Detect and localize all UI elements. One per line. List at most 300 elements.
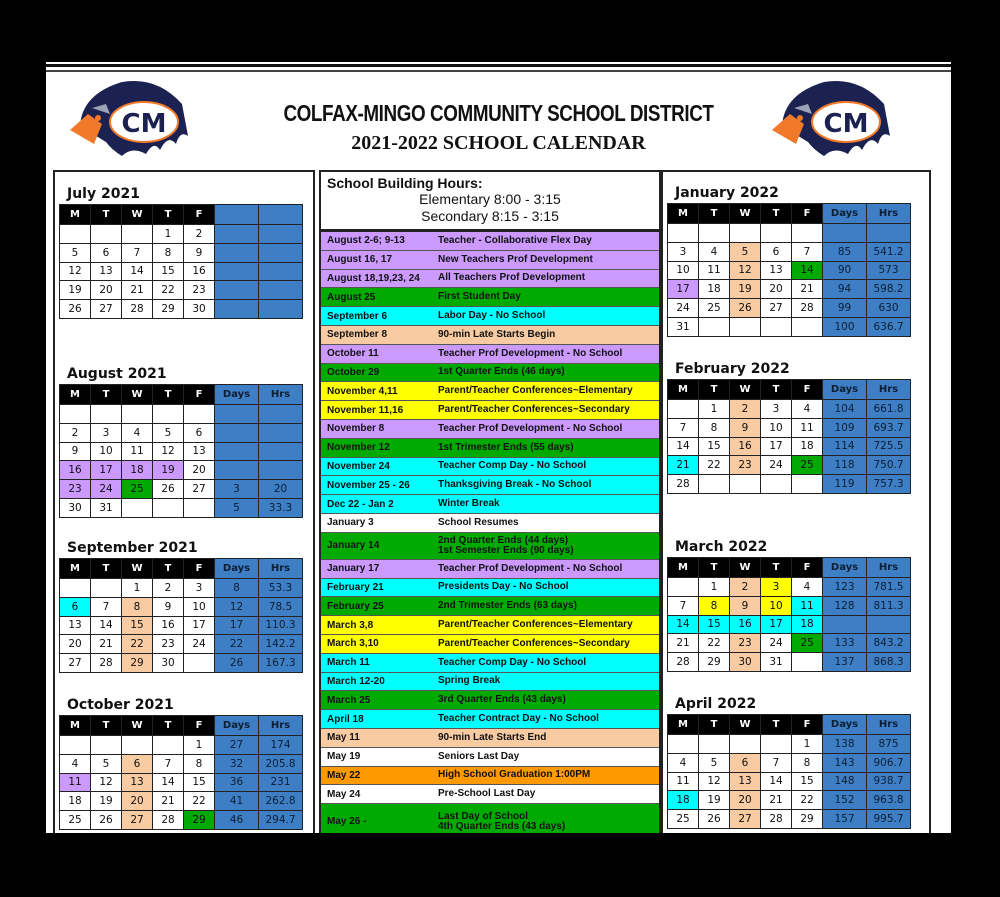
event-description: [438, 273, 659, 283]
day-cell: [184, 498, 215, 517]
day-cell: 21: [668, 634, 699, 653]
days-header: Days: [215, 716, 259, 736]
month-title: September 2021: [67, 540, 198, 556]
hrs-total-cell: 661.8: [867, 400, 911, 419]
day-cell: [153, 405, 184, 424]
event-description: [438, 461, 659, 471]
days-header: Days: [823, 715, 867, 735]
day-cell: 16: [60, 461, 91, 480]
event-description: [438, 480, 659, 490]
event-date: November 24: [327, 460, 390, 472]
day-cell: 10: [91, 442, 122, 461]
day-cell: 29: [699, 653, 730, 672]
hrs-total-cell: [259, 243, 303, 262]
day-cell: 4: [699, 242, 730, 261]
event-description-line: Last Day of School: [438, 810, 529, 822]
hrs-total-cell: 174: [259, 736, 303, 755]
day-cell: 14: [122, 262, 153, 281]
day-cell: 13: [184, 442, 215, 461]
weekday-label: T: [153, 205, 184, 225]
day-cell: 25: [668, 810, 699, 829]
hrs-total-cell: [259, 262, 303, 281]
event-description: [438, 499, 659, 509]
day-cell: 8: [184, 754, 215, 773]
event-row: [321, 232, 659, 251]
week-row: [60, 635, 303, 654]
month-march-2022: [667, 537, 911, 672]
event-description-line: School Resumes: [438, 516, 519, 528]
day-cell: 13: [60, 616, 91, 635]
days-total-cell: 5: [215, 498, 259, 517]
day-cell: 3: [761, 578, 792, 597]
event-description: [438, 714, 659, 724]
day-cell: 6: [122, 754, 153, 773]
event-date: March 11: [327, 657, 370, 669]
day-cell: 15: [153, 262, 184, 281]
day-cell: 14: [91, 616, 122, 635]
day-cell: 20: [730, 791, 761, 810]
hrs-total-cell: [867, 224, 911, 243]
day-cell: 26: [91, 811, 122, 830]
weekday-label: T: [761, 380, 792, 400]
day-cell: 9: [60, 442, 91, 461]
weekday-label: F: [184, 559, 215, 579]
weekday-label: F: [184, 716, 215, 736]
days-header: Days: [215, 559, 259, 579]
event-description-line: 90-min Late Starts Begin: [438, 328, 556, 340]
day-cell: 7: [153, 754, 184, 773]
event-row: [321, 476, 659, 495]
week-row: [60, 811, 303, 830]
days-total-cell: 90: [823, 261, 867, 280]
week-row: [668, 791, 911, 810]
week-row: [60, 480, 303, 499]
event-row: [321, 616, 659, 635]
weekday-label: M: [60, 385, 91, 405]
hrs-total-cell: 53.3: [259, 579, 303, 598]
event-description: [438, 789, 659, 799]
week-row: [668, 653, 911, 672]
weekday-label: T: [91, 205, 122, 225]
day-cell: 23: [730, 634, 761, 653]
event-description: [438, 582, 659, 592]
day-cell: 13: [761, 261, 792, 280]
event-date: May 11: [327, 732, 360, 744]
weekday-label: F: [792, 715, 823, 735]
event-description-line: Teacher Prof Development - No School: [438, 347, 623, 359]
day-cell: 8: [792, 753, 823, 772]
building-hours-title: School Building Hours:: [327, 175, 483, 191]
day-cell: 20: [91, 281, 122, 300]
weekday-label: T: [699, 558, 730, 578]
day-cell: 18: [792, 615, 823, 634]
day-cell: 27: [60, 654, 91, 673]
event-description-line: New Teachers Prof Development: [438, 253, 593, 265]
week-row: [60, 225, 303, 244]
day-cell: 8: [699, 418, 730, 437]
hrs-total-cell: [259, 423, 303, 442]
day-cell: 17: [761, 615, 792, 634]
week-row: [668, 280, 911, 299]
day-cell: [730, 475, 761, 494]
month-grid: [59, 204, 303, 319]
day-cell: 31: [668, 317, 699, 336]
event-description-line: Teacher Prof Development - No School: [438, 422, 623, 434]
weekday-header-row: [60, 559, 303, 579]
event-date: May 26 -: [327, 816, 367, 828]
hrs-total-cell: 995.7: [867, 810, 911, 829]
event-date: Dec 22 - Jan 2: [327, 498, 394, 510]
hrs-total-cell: [259, 300, 303, 319]
day-cell: 21: [761, 791, 792, 810]
month-august-2021: [59, 364, 303, 518]
event-row: [321, 364, 659, 383]
day-cell: 30: [153, 654, 184, 673]
day-cell: 18: [668, 791, 699, 810]
days-total-cell: 133: [823, 634, 867, 653]
day-cell: 17: [184, 616, 215, 635]
event-description-line: First Student Day: [438, 291, 521, 303]
hrs-header: Hrs: [259, 559, 303, 579]
days-total-cell: [823, 615, 867, 634]
event-row: [321, 288, 659, 307]
day-cell: 2: [60, 423, 91, 442]
day-cell: 3: [668, 242, 699, 261]
day-cell: 4: [122, 423, 153, 442]
events-list: [319, 170, 661, 833]
day-cell: 16: [730, 437, 761, 456]
day-cell: 26: [730, 299, 761, 318]
hrs-header: Hrs: [867, 715, 911, 735]
weekday-label: F: [184, 205, 215, 225]
day-cell: 29: [153, 300, 184, 319]
week-row: [60, 792, 303, 811]
month-september-2021: [59, 538, 303, 673]
day-cell: 29: [122, 654, 153, 673]
event-description: [438, 236, 659, 246]
days-total-cell: [215, 442, 259, 461]
month-title: April 2022: [675, 696, 757, 712]
day-cell: 30: [184, 300, 215, 319]
day-cell: 20: [60, 635, 91, 654]
weekday-label: F: [792, 558, 823, 578]
hrs-total-cell: [259, 225, 303, 244]
days-total-cell: [215, 262, 259, 281]
days-total-cell: [215, 225, 259, 244]
event-date: February 21: [327, 581, 384, 593]
week-row: [668, 753, 911, 772]
week-row: [668, 810, 911, 829]
day-cell: 26: [699, 810, 730, 829]
days-total-cell: 109: [823, 418, 867, 437]
day-cell: 1: [792, 735, 823, 754]
day-cell: [792, 224, 823, 243]
month-grid: [59, 384, 303, 518]
day-cell: 24: [184, 635, 215, 654]
day-cell: 23: [184, 281, 215, 300]
day-cell: 10: [761, 596, 792, 615]
day-cell: [699, 735, 730, 754]
event-row: [321, 691, 659, 710]
day-cell: 19: [60, 281, 91, 300]
days-total-cell: 46: [215, 811, 259, 830]
days-total-cell: [215, 281, 259, 300]
days-total-cell: 41: [215, 792, 259, 811]
day-cell: 11: [792, 596, 823, 615]
days-total-cell: 22: [215, 635, 259, 654]
weekday-label: T: [153, 385, 184, 405]
event-row: [321, 597, 659, 616]
days-header: Days: [823, 558, 867, 578]
day-cell: 12: [153, 442, 184, 461]
event-date: January 3: [327, 517, 374, 529]
day-cell: [184, 405, 215, 424]
month-october-2021: [59, 695, 303, 830]
weekday-header-row: [60, 716, 303, 736]
weekday-label: M: [668, 558, 699, 578]
weekday-label: T: [761, 558, 792, 578]
day-cell: [91, 736, 122, 755]
day-cell: 24: [91, 480, 122, 499]
event-description-line: 1st Trimester Ends (55 days): [438, 441, 574, 453]
day-cell: 6: [91, 243, 122, 262]
day-cell: [668, 578, 699, 597]
day-cell: 1: [699, 578, 730, 597]
day-cell: 14: [761, 772, 792, 791]
days-total-cell: [215, 300, 259, 319]
month-july-2021: [59, 184, 303, 319]
day-cell: 7: [761, 753, 792, 772]
event-row: [321, 401, 659, 420]
hrs-total-cell: 781.5: [867, 578, 911, 597]
event-description: [438, 601, 659, 611]
elementary-hours: Elementary 8:00 - 3:15: [419, 191, 561, 207]
month-title: March 2022: [675, 539, 768, 555]
day-cell: 27: [91, 300, 122, 319]
event-date: September 6: [327, 310, 388, 322]
weekday-label: M: [60, 559, 91, 579]
event-description-line: 1st Quarter Ends (46 days): [438, 366, 565, 378]
event-row: [321, 307, 659, 326]
event-date: August 25: [327, 291, 376, 303]
weekday-label: T: [699, 715, 730, 735]
event-description-line: 4th Quarter Ends (43 days): [438, 820, 566, 832]
day-cell: 25: [60, 811, 91, 830]
weekday-label: W: [730, 204, 761, 224]
day-cell: [699, 224, 730, 243]
day-cell: 3: [184, 579, 215, 598]
event-date: October 11: [327, 348, 379, 360]
day-cell: [153, 736, 184, 755]
day-cell: 14: [668, 615, 699, 634]
event-row: [321, 251, 659, 270]
event-description: [438, 518, 659, 528]
hrs-total-cell: 843.2: [867, 634, 911, 653]
day-cell: [730, 224, 761, 243]
day-cell: 30: [60, 498, 91, 517]
hrs-total-cell: 167.3: [259, 654, 303, 673]
event-row: [321, 345, 659, 364]
week-row: [668, 317, 911, 336]
day-cell: 9: [153, 597, 184, 616]
day-cell: 4: [60, 754, 91, 773]
week-row: [60, 281, 303, 300]
day-cell: 15: [122, 616, 153, 635]
week-row: [60, 773, 303, 792]
event-date: August 16, 17: [327, 254, 393, 266]
hrs-header: [259, 205, 303, 225]
hrs-total-cell: 294.7: [259, 811, 303, 830]
event-description: [438, 367, 659, 377]
hrs-total-cell: 573: [867, 261, 911, 280]
day-cell: 29: [792, 810, 823, 829]
hrs-total-cell: 938.7: [867, 772, 911, 791]
event-description-line: Seniors Last Day: [438, 750, 520, 762]
week-row: [60, 597, 303, 616]
event-description-line: 2nd Trimester Ends (63 days): [438, 600, 577, 612]
week-row: [668, 615, 911, 634]
hrs-total-cell: 78.5: [259, 597, 303, 616]
event-row: [321, 729, 659, 748]
day-cell: 25: [122, 480, 153, 499]
day-cell: 28: [153, 811, 184, 830]
hrs-header: Hrs: [867, 558, 911, 578]
month-title: January 2022: [675, 185, 779, 201]
event-description: [438, 405, 659, 415]
top-rule-secondary: [46, 70, 951, 72]
weekday-label: T: [699, 380, 730, 400]
event-description: [438, 330, 659, 340]
weekday-header-row: [668, 204, 911, 224]
day-cell: 23: [153, 635, 184, 654]
event-description-line: Presidents Day - No School: [438, 581, 569, 593]
day-cell: 19: [153, 461, 184, 480]
day-cell: 7: [668, 596, 699, 615]
week-row: [668, 578, 911, 597]
day-cell: 11: [699, 261, 730, 280]
event-row: [321, 270, 659, 289]
day-cell: [91, 405, 122, 424]
day-cell: 25: [792, 634, 823, 653]
day-cell: 18: [792, 437, 823, 456]
month-grid: [667, 379, 911, 494]
day-cell: 11: [122, 442, 153, 461]
day-cell: 17: [668, 280, 699, 299]
hrs-total-cell: 110.3: [259, 616, 303, 635]
event-description: [438, 752, 659, 762]
day-cell: 12: [91, 773, 122, 792]
event-date: November 12: [327, 442, 390, 454]
event-description-line: 90-min Late Starts End: [438, 731, 547, 743]
month-title: October 2021: [67, 697, 174, 713]
day-cell: 24: [668, 299, 699, 318]
hrs-total-cell: 20: [259, 480, 303, 499]
day-cell: 6: [184, 423, 215, 442]
event-description-line: 2nd Quarter Ends (44 days): [438, 534, 569, 546]
weekday-header-row: [668, 715, 911, 735]
event-description: [438, 676, 659, 686]
day-cell: 10: [761, 418, 792, 437]
days-total-cell: 8: [215, 579, 259, 598]
day-cell: 8: [153, 243, 184, 262]
day-cell: 7: [122, 243, 153, 262]
week-row: [668, 475, 911, 494]
week-row: [668, 418, 911, 437]
weekday-label: F: [184, 385, 215, 405]
hrs-header: Hrs: [259, 716, 303, 736]
days-total-cell: 157: [823, 810, 867, 829]
day-cell: 22: [153, 281, 184, 300]
days-total-cell: 100: [823, 317, 867, 336]
day-cell: 13: [91, 262, 122, 281]
week-row: [668, 400, 911, 419]
day-cell: 10: [668, 261, 699, 280]
day-cell: [699, 317, 730, 336]
event-description: [438, 255, 659, 265]
event-description-line: 1st Semester Ends (90 days): [438, 544, 574, 556]
day-cell: 20: [184, 461, 215, 480]
day-cell: 7: [91, 597, 122, 616]
week-row: [60, 405, 303, 424]
day-cell: 15: [699, 437, 730, 456]
day-cell: 21: [668, 456, 699, 475]
day-cell: 15: [792, 772, 823, 791]
days-total-cell: 104: [823, 400, 867, 419]
day-cell: 18: [60, 792, 91, 811]
day-cell: 28: [792, 299, 823, 318]
day-cell: 14: [153, 773, 184, 792]
weekday-header-row: [60, 205, 303, 225]
day-cell: [730, 317, 761, 336]
week-row: [60, 461, 303, 480]
days-total-cell: 99: [823, 299, 867, 318]
event-description-line: Teacher Comp Day - No School: [438, 460, 587, 472]
days-total-cell: 3: [215, 480, 259, 499]
day-cell: [699, 475, 730, 494]
weekday-label: W: [122, 385, 153, 405]
event-description-line: Labor Day - No School: [438, 310, 546, 322]
weekday-label: F: [792, 204, 823, 224]
svg-text:CM: CM: [823, 109, 869, 139]
event-date: May 24: [327, 788, 361, 800]
day-cell: 19: [699, 791, 730, 810]
day-cell: [122, 736, 153, 755]
week-row: [60, 243, 303, 262]
event-description: [438, 695, 659, 705]
day-cell: [184, 654, 215, 673]
week-row: [60, 654, 303, 673]
day-cell: 28: [668, 475, 699, 494]
days-total-cell: [823, 224, 867, 243]
event-date: November 8: [327, 423, 385, 435]
event-description-line: High School Graduation 1:00PM: [438, 769, 591, 781]
day-cell: 12: [699, 772, 730, 791]
hrs-total-cell: 875: [867, 735, 911, 754]
day-cell: 2: [184, 225, 215, 244]
month-grid: [667, 714, 911, 829]
day-cell: 9: [730, 418, 761, 437]
days-header: Days: [823, 204, 867, 224]
event-row: [321, 767, 659, 786]
day-cell: 22: [699, 634, 730, 653]
hrs-total-cell: 725.5: [867, 437, 911, 456]
building-hours: [321, 172, 659, 232]
day-cell: 12: [730, 261, 761, 280]
hrs-total-cell: [259, 461, 303, 480]
hrs-total-cell: 231: [259, 773, 303, 792]
event-description-line: Teacher - Collaborative Flex Day: [438, 234, 592, 246]
day-cell: 8: [699, 596, 730, 615]
